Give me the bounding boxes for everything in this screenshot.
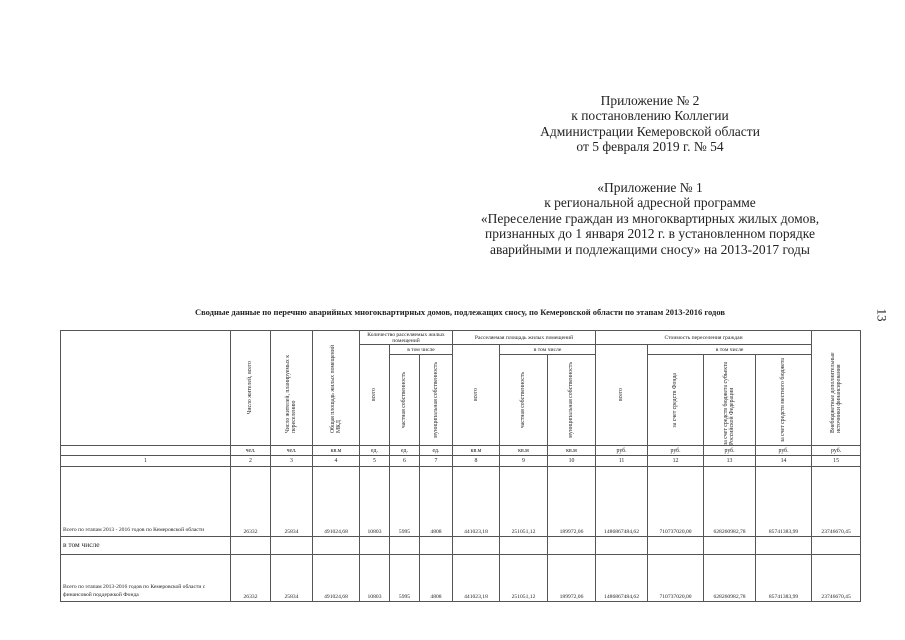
number-cell: 5 xyxy=(360,456,390,467)
table-cell xyxy=(704,537,756,555)
table-cell xyxy=(648,537,704,555)
page-number: 13 xyxy=(874,308,890,322)
table-cell: 441023,18 xyxy=(453,555,500,602)
header-line: Приложение № 2 xyxy=(600,93,700,108)
number-cell: 15 xyxy=(812,456,861,467)
table-cell xyxy=(360,537,390,555)
unit-cell xyxy=(61,446,231,456)
number-cell: 13 xyxy=(704,456,756,467)
table-cell xyxy=(548,537,596,555)
table-cell: 85741383,99 xyxy=(756,555,812,602)
table-cell xyxy=(390,537,420,555)
header-line: признанных до 1 января 2012 г. в установленном порядке xyxy=(485,226,815,242)
row-name: в том числе xyxy=(61,537,231,555)
number-cell: 8 xyxy=(453,456,500,467)
column-numbers-row xyxy=(61,456,861,467)
table-cell: 10803 xyxy=(360,555,390,602)
header-line: к постановлению Коллегии xyxy=(571,108,729,124)
column-header: муниципальная собственность xyxy=(420,355,453,446)
table-cell: 1486867484,62 xyxy=(596,467,648,537)
table-cell xyxy=(596,537,648,555)
table-cell: 5995 xyxy=(390,467,420,537)
group-header-rooms: Количество расселяемых жилых помещений xyxy=(360,331,453,345)
unit-cell: руб. xyxy=(756,446,812,456)
table-title: Сводные данные по перечню аварийных многоквартирных домов, подлежащих сносу, по Кемеровской области по этапам 2013-2016 годов xyxy=(194,307,725,317)
unit-cell: кв.м xyxy=(453,446,500,456)
number-cell: 1 xyxy=(61,456,231,467)
table-cell: 26332 xyxy=(231,555,271,602)
table-cell: 251051,12 xyxy=(500,555,548,602)
number-cell: 14 xyxy=(756,456,812,467)
table-cell xyxy=(812,537,861,555)
table-cell: 1486867484,62 xyxy=(596,555,648,602)
subgroup-header: в том числе xyxy=(390,345,453,355)
unit-cell: руб. xyxy=(812,446,861,456)
table-cell xyxy=(231,537,271,555)
row-name: Всего по этапам 2013-2016 годов по Кемеровской области с финансовой поддержкой Фонда xyxy=(61,555,231,602)
group-header-cost: Стоимость переселения граждан xyxy=(596,331,812,345)
table-cell: 25834 xyxy=(271,555,313,602)
units-row xyxy=(61,446,861,456)
column-header: всего xyxy=(360,345,390,446)
column-header: всего xyxy=(596,345,648,446)
appendix-header xyxy=(440,93,860,155)
subgroup-header: в том числе xyxy=(648,345,812,355)
column-header: за счет средств Фонда xyxy=(648,355,704,446)
header-row-group xyxy=(61,331,861,345)
table-cell: 5995 xyxy=(390,555,420,602)
table-cell: 85741383,99 xyxy=(756,467,812,537)
header-line: к региональной адресной программе xyxy=(544,195,756,211)
table-cell: 25834 xyxy=(271,467,313,537)
header-line: «Приложение № 1 xyxy=(597,180,703,195)
number-cell: 2 xyxy=(231,456,271,467)
table-cell: 189972,06 xyxy=(548,555,596,602)
number-cell: 3 xyxy=(271,456,313,467)
table-cell: 628260982,78 xyxy=(704,467,756,537)
unit-cell: кв.м xyxy=(313,446,360,456)
unit-cell: руб. xyxy=(596,446,648,456)
table-cell: 491024,68 xyxy=(313,555,360,602)
number-cell: 12 xyxy=(648,456,704,467)
table-cell xyxy=(271,537,313,555)
number-cell: 11 xyxy=(596,456,648,467)
table-cell: 491024,68 xyxy=(313,467,360,537)
column-header: Число жителей, планируемых к переселению xyxy=(271,331,313,446)
unit-cell: чел. xyxy=(271,446,313,456)
column-header: за счет средств бюджета субъекта Российской Федерации xyxy=(704,355,756,446)
table-cell: 10803 xyxy=(360,467,390,537)
table-cell: 23746670,45 xyxy=(812,555,861,602)
table-cell: 26332 xyxy=(231,467,271,537)
header-line: аварийными и подлежащими сносу» на 2013-2017 годы xyxy=(490,241,810,257)
table-cell: 4808 xyxy=(420,467,453,537)
column-header: частная собственность xyxy=(500,355,548,446)
column-header: Общая площадь жилых помещений МКД xyxy=(313,331,360,446)
table-cell: 4808 xyxy=(420,555,453,602)
number-cell: 10 xyxy=(548,456,596,467)
table-cell: 628260982,78 xyxy=(704,555,756,602)
table-cell: 710737020,00 xyxy=(648,555,704,602)
column-header: всего xyxy=(453,345,500,446)
table-cell xyxy=(453,537,500,555)
program-header xyxy=(440,180,860,257)
number-cell: 6 xyxy=(390,456,420,467)
unit-cell: ед. xyxy=(420,446,453,456)
table-row xyxy=(61,555,861,602)
column-header: Внебюджетные дополнительные источники финансирования xyxy=(812,331,861,446)
unit-cell: ед. xyxy=(360,446,390,456)
unit-cell: руб. xyxy=(648,446,704,456)
unit-cell: руб. xyxy=(704,446,756,456)
table-row xyxy=(61,537,861,555)
table-cell: 189972,06 xyxy=(548,467,596,537)
table-cell: 710737020,00 xyxy=(648,467,704,537)
header-line: «Переселение граждан из многоквартирных жилых домов, xyxy=(480,210,820,226)
row-name: Всего по этапам 2013 - 2016 годов по Кемеровской области xyxy=(61,467,231,537)
unit-cell: чел. xyxy=(231,446,271,456)
unit-cell: ед. xyxy=(390,446,420,456)
table-cell xyxy=(756,537,812,555)
table-cell xyxy=(313,537,360,555)
group-header-area: Расселяемая площадь жилых помещений xyxy=(453,331,596,345)
column-header: за счет средств местного бюджета xyxy=(756,355,812,446)
header-line: от 5 февраля 2019 г. № 54 xyxy=(576,139,724,155)
table-row xyxy=(61,467,861,537)
number-cell: 4 xyxy=(313,456,360,467)
table-cell: 441023,18 xyxy=(453,467,500,537)
unit-cell: кв.м xyxy=(548,446,596,456)
column-header: частная собственность xyxy=(390,355,420,446)
table-cell: 251051,12 xyxy=(500,467,548,537)
summary-table xyxy=(60,330,861,602)
column-header: Число жителей, всего xyxy=(231,331,271,446)
name-header xyxy=(61,331,231,446)
number-cell: 9 xyxy=(500,456,548,467)
unit-cell: кв.м xyxy=(500,446,548,456)
table-cell xyxy=(500,537,548,555)
table-cell xyxy=(420,537,453,555)
subgroup-header: в том числе xyxy=(500,345,596,355)
table-cell: 23746670,45 xyxy=(812,467,861,537)
header-line: Администрации Кемеровской области xyxy=(540,123,760,139)
number-cell: 7 xyxy=(420,456,453,467)
column-header: муниципальная собственность xyxy=(548,355,596,446)
